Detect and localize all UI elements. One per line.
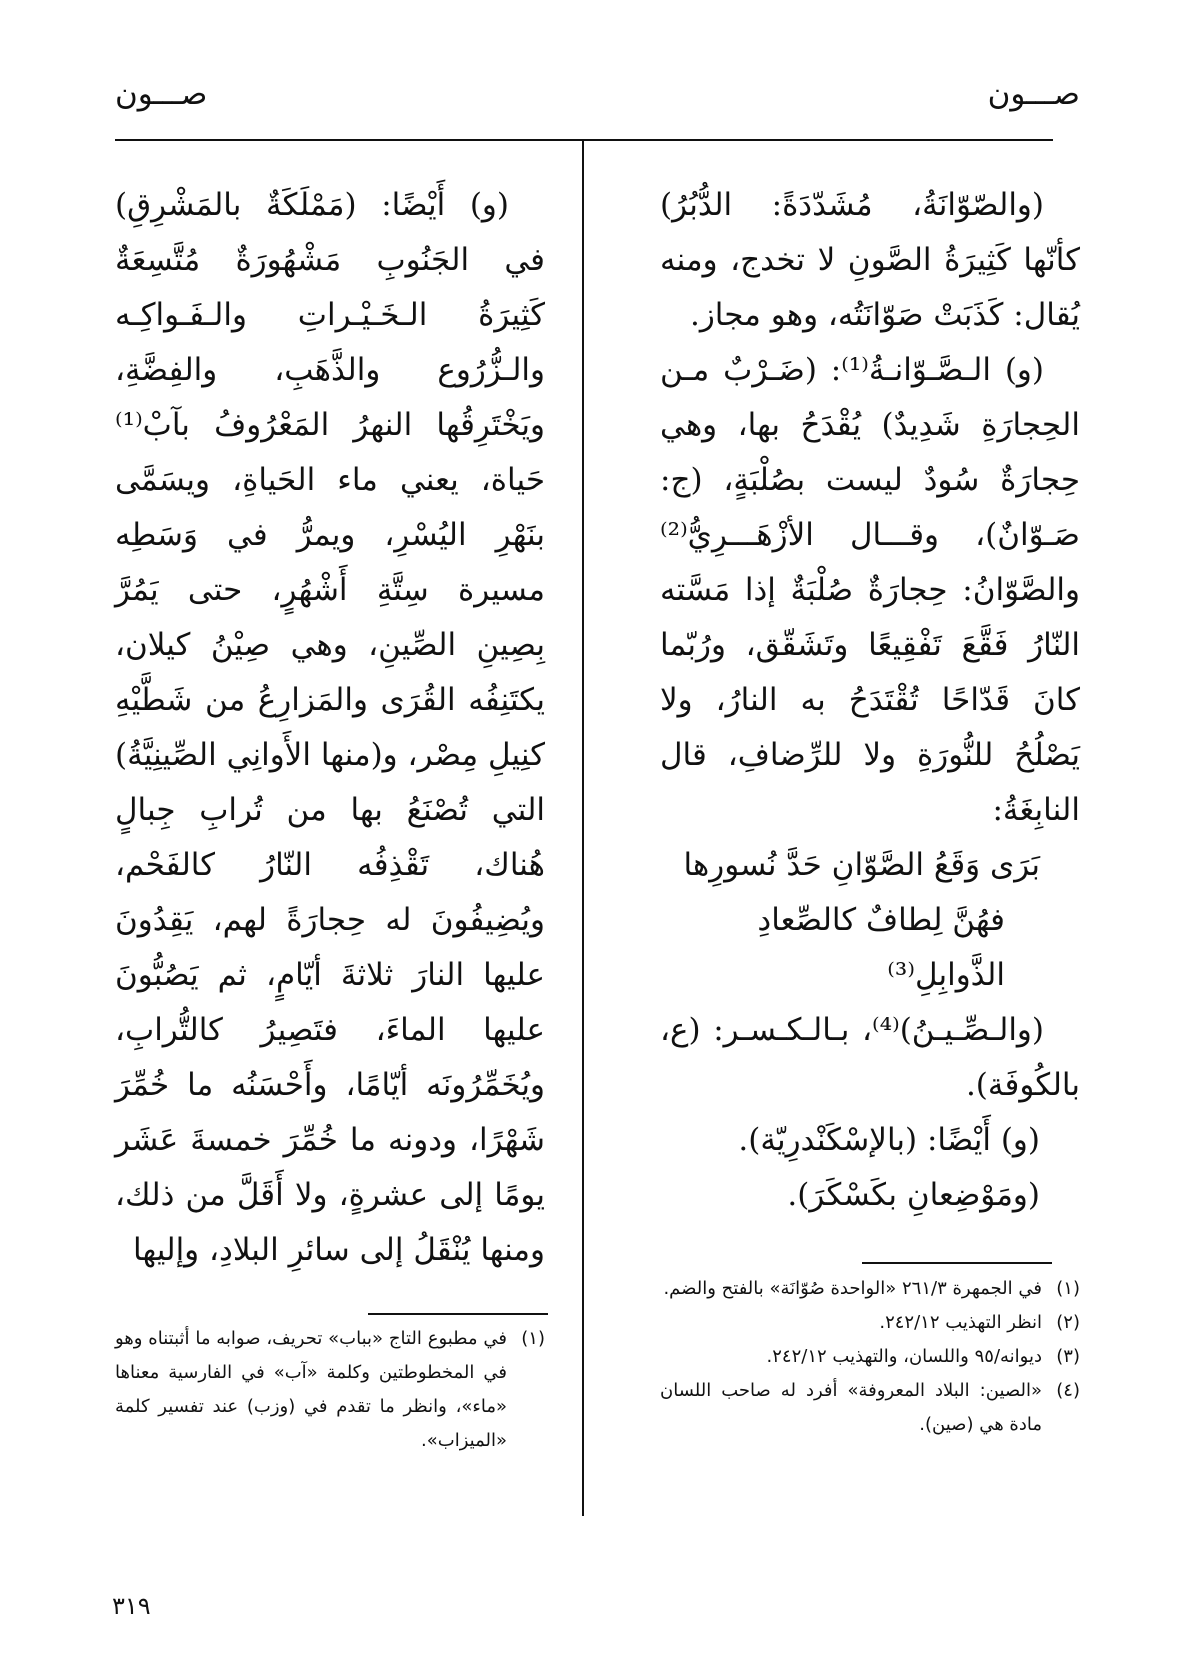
footnote-text: في الجمهرة ٢٦١/٣ «الواحدة صُوّانَة» بالفتح والضم.: [663, 1278, 1042, 1299]
footnotes-right: [660, 1272, 1080, 1442]
footnote: [660, 1306, 1080, 1340]
running-head-right: صـــون: [987, 76, 1080, 112]
footnote-text: في مطبوع التاج «بباب» تحريف، صوابه ما أثبتناه وهو في المخطوطتين وكلمة «آب» في الفارسية معناها «ماء»، وانظر ما تقدم في (وزب) عند تفسير كلمة «الميزاب».: [115, 1328, 507, 1451]
running-head-left: صـــون: [115, 76, 208, 112]
footnotes-left: [115, 1322, 545, 1458]
header-rule: [115, 139, 1053, 141]
footnote-text: ديوانه/٩٥ واللسان، والتهذيب ٢٤٢/١٢.: [766, 1346, 1042, 1367]
footnote-number: (١): [1056, 1278, 1080, 1299]
footnote-number: (٢): [1056, 1312, 1080, 1333]
footnote-number: (٤): [1056, 1380, 1080, 1401]
footnote-rule: [368, 1313, 548, 1315]
footnote-rule: [862, 1262, 1052, 1264]
footnote-number: (١): [521, 1328, 545, 1349]
verse-line: فهُنَّ لِطافٌ كالصِّعادِ الذَّوابِلِ⁽³⁾: [757, 902, 1005, 993]
entry-paragraph: (والـصِّـيـنُ)⁽⁴⁾، بـالـكـسـر: (ع، بالكُوفَة).: [660, 1012, 1080, 1103]
footnote: [660, 1340, 1080, 1374]
page-number: ٣١٩: [112, 1592, 151, 1620]
footnote: [660, 1272, 1080, 1306]
entry-paragraph: (والصّوّانَةُ، مُشَدّدَةً: الدُّبُرُ) كأنّها كَثِيرَةُ الصَّونِ لا تخدج، ومنه يُقال: كَذَبَتْ صَوّانَتُه، وهو مجاز.: [660, 187, 1080, 333]
entry-paragraph: (و) أَيْضًا: (مَمْلَكَةٌ بالمَشْرِقِ) في الجَنُوبِ مَشْهُورَةٌ مُتَّسِعَةٌ كَثِيرَةُ الـخَـيْـراتِ والـفَـواكِـه والـزُّرُوع والذَّهَبِ، والفِضَّةِ، ويَخْتَرِقُها النهرُ المَعْرُوفُ بآبْ⁽¹⁾ حَياة، يعني ماء الحَياةِ، ويسَمَّى بنَهْرِ اليُسْرِ، ويمرُّ في وَسَطِه مسيرة سِتَّةِ أَشْهُرٍ، حتى يَمُرَّ بِصِينِ الصِّينِ، وهي صِيْنُ كيلان، يكتَنِفُه القُرَى والمَزارِعُ من شَطَّيْهِ كنِيلِ مِصْر، و(منها الأَوانِي الصِّينِيَّةُ) التي تُصْنَعُ بها من تُرابِ جِبالٍ هُناك، تَقْذِفُه النّارُ كالفَحْم، ويُضِيفُونَ له حِجارَةً لهم، يَقِدُونَ عليها النارَ ثلاثةَ أيّامٍ، ثم يَصُبُّونَ عليها الماءَ، فتَصِيرُ كالتُّرابِ، ويُخَمِّرُونَه أيّامًا، وأَحْسَنُه ما خُمِّرَ شَهْرًا، ودونه ما خُمِّرَ خمسةَ عَشَر يومًا إلى عشرةٍ، ولا أَقَلَّ من ذلك، ومنها يُنْقَلُ إلى سائرِ البلادِ، وإليها: [115, 187, 545, 1268]
right-column: [660, 178, 1080, 1223]
footnote: [660, 1374, 1080, 1442]
footnote-text: انظر التهذيب ٢٤٢/١٢.: [879, 1312, 1042, 1333]
column-divider: [582, 141, 584, 1516]
entry-paragraph: (و) الـصَّـوّانـةُ⁽¹⁾: (ضَـرْبٌ مـن الحِجارَةِ شَدِيدٌ) يُقْدَحُ بها، وهي حِجارَةٌ سُودٌ ليست بصُلْبَةٍ، (ج: صَـوّانٌ)، وقـــال الأزْهَـــرِيُّ⁽²⁾ والصَّوّانُ: حِجارَةٌ صُلْبَةٌ إذا مَسَّته النّارُ فَقَّعَ تَفْقِيعًا وتَشَقّق، ورُبّما كانَ قَدّاحًا تُقْتَدَحُ به النارُ، ولا يَصْلُحُ للنُّورَةِ ولا للرِّضافِ، قال النابِغَةُ:: [660, 352, 1080, 828]
left-column: [115, 178, 545, 1278]
verse-line: بَرَى وَقَعُ الصَّوّانِ حَدَّ نُسورِها: [683, 847, 1040, 883]
entry-line: (ومَوْضِعانِ بكَسْكَرَ).: [787, 1177, 1040, 1213]
footnote: [115, 1322, 545, 1458]
entry-line: (و) أَيْضًا: (بالإسْكَنْدرِيّة).: [738, 1122, 1040, 1158]
footnote-text: «الصين: البلاد المعروفة» أفرد له صاحب اللسان مادة هي (صين).: [660, 1380, 1042, 1435]
footnote-number: (٣): [1056, 1346, 1080, 1367]
